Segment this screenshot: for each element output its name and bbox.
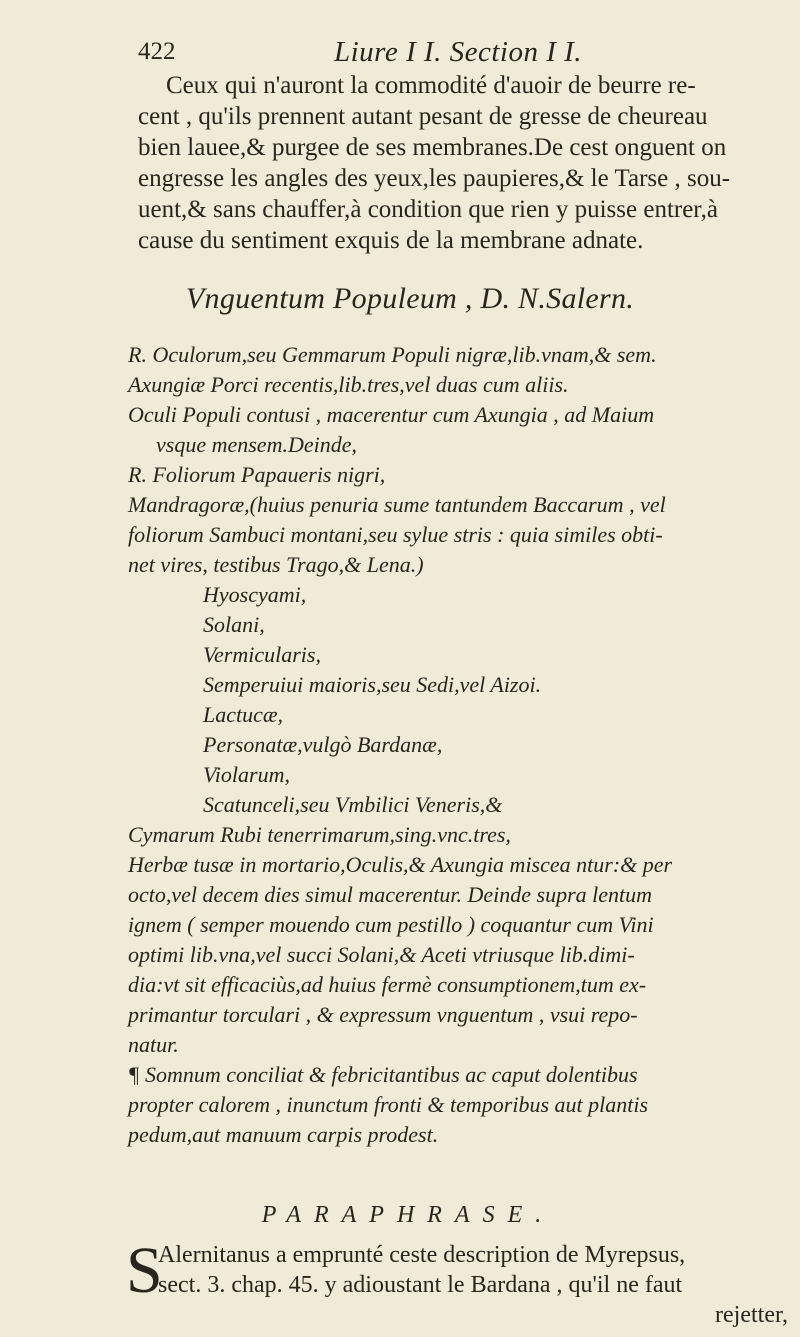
latin-line: foliorum Sambuci montani,seu sylue stris : quia similes obti- — [128, 522, 663, 547]
latin-line: Hyoscyami, — [203, 582, 307, 607]
latin-line: R. Foliorum Papaueris nigri, — [128, 462, 386, 487]
latin-line: vsque mensem.Deinde, — [156, 432, 357, 457]
text-line: cent , qu'ils prennent autant pesant de gresse de cheureau — [138, 103, 708, 130]
latin-recipe — [128, 340, 798, 1150]
text-line: engresse les angles des yeux,les paupieres,& le Tarse , sou- — [138, 165, 731, 192]
latin-line: Violarum, — [203, 762, 290, 787]
latin-line: Solani, — [203, 612, 265, 637]
latin-line: Personatæ,vulgò Bardanæ, — [203, 732, 443, 757]
latin-line: Semperuiui maioris,seu Sedi,vel Aizoi. — [203, 672, 542, 697]
latin-line: pedum,aut manuum carpis prodest. — [128, 1122, 439, 1147]
latin-line: Oculi Populi contusi , macerentur cum Axungia , ad Maium — [128, 402, 655, 427]
latin-line: Mandragoræ,(huius penuria sume tantundem Baccarum , vel — [128, 492, 666, 517]
latin-line: Herbæ tusæ in mortario,Oculis,& Axungia miscea ntur:& per — [128, 852, 673, 877]
latin-line: Cymarum Rubi tenerrimarum,sing.vnc.tres, — [128, 822, 511, 847]
latin-line: natur. — [128, 1032, 179, 1057]
latin-line: primantur torculari , & expressum vnguentum , vsui repo- — [128, 1002, 638, 1027]
running-title: Liure I I. Section I I. — [334, 36, 583, 68]
latin-line: Scatunceli,seu Vmbilici Veneris,& — [203, 792, 503, 817]
latin-line: net vires, testibus Trago,& Lena.) — [128, 552, 424, 577]
latin-line: Vermicularis, — [203, 642, 321, 667]
recipe-title: Vnguentum Populeum , D. N.Salern. — [185, 282, 635, 315]
latin-line: octo,vel decem dies simul macerentur. Deinde supra lentum — [128, 882, 653, 907]
latin-line: propter calorem , inunctum fronti & temporibus aut plantis — [128, 1092, 649, 1117]
intro-paragraph — [138, 70, 798, 256]
text-line: Ceux qui n'auront la commodité d'auoir de beurre re- — [166, 72, 696, 99]
latin-line: R. Oculorum,seu Gemmarum Populi nigræ,lib.vnam,& sem. — [128, 342, 657, 367]
margin-stain — [0, 70, 70, 150]
catchword: rejetter, — [715, 1302, 788, 1328]
page-number: 422 — [138, 38, 176, 65]
drop-cap: S — [126, 1234, 163, 1307]
latin-line: Lactucæ, — [203, 702, 284, 727]
text-line: bien lauee,& purgee de ses membranes.De cest onguent on — [138, 134, 727, 161]
latin-line: ignem ( semper mouendo cum pestillo ) coquantur cum Vini — [128, 912, 654, 937]
latin-line: dia:vt sit efficaciùs,ad huius fermè consumptionem,tum ex- — [128, 972, 647, 997]
paraphrase-heading: PARAPHRASE. — [261, 1202, 555, 1228]
page-header — [138, 28, 760, 68]
text-line: sect. 3. chap. 45. y adioustant le Bardana , qu'il ne faut — [158, 1272, 683, 1298]
text-line: Alernitanus a emprunté ceste description de Myrepsus, — [158, 1242, 686, 1268]
latin-line: ¶ Somnum conciliat & febricitantibus ac caput dolentibus — [128, 1062, 638, 1087]
latin-line: optimi lib.vna,vel succi Solani,& Aceti vtriusque lib.dimi- — [128, 942, 635, 967]
final-paragraph — [158, 1240, 798, 1330]
latin-line: Axungiæ Porci recentis,lib.tres,vel duas cum aliis. — [128, 372, 569, 397]
text-line: cause du sentiment exquis de la membrane adnate. — [138, 227, 644, 254]
text-line: uent,& sans chauffer,à condition que rien y puisse entrer,à — [138, 196, 718, 223]
